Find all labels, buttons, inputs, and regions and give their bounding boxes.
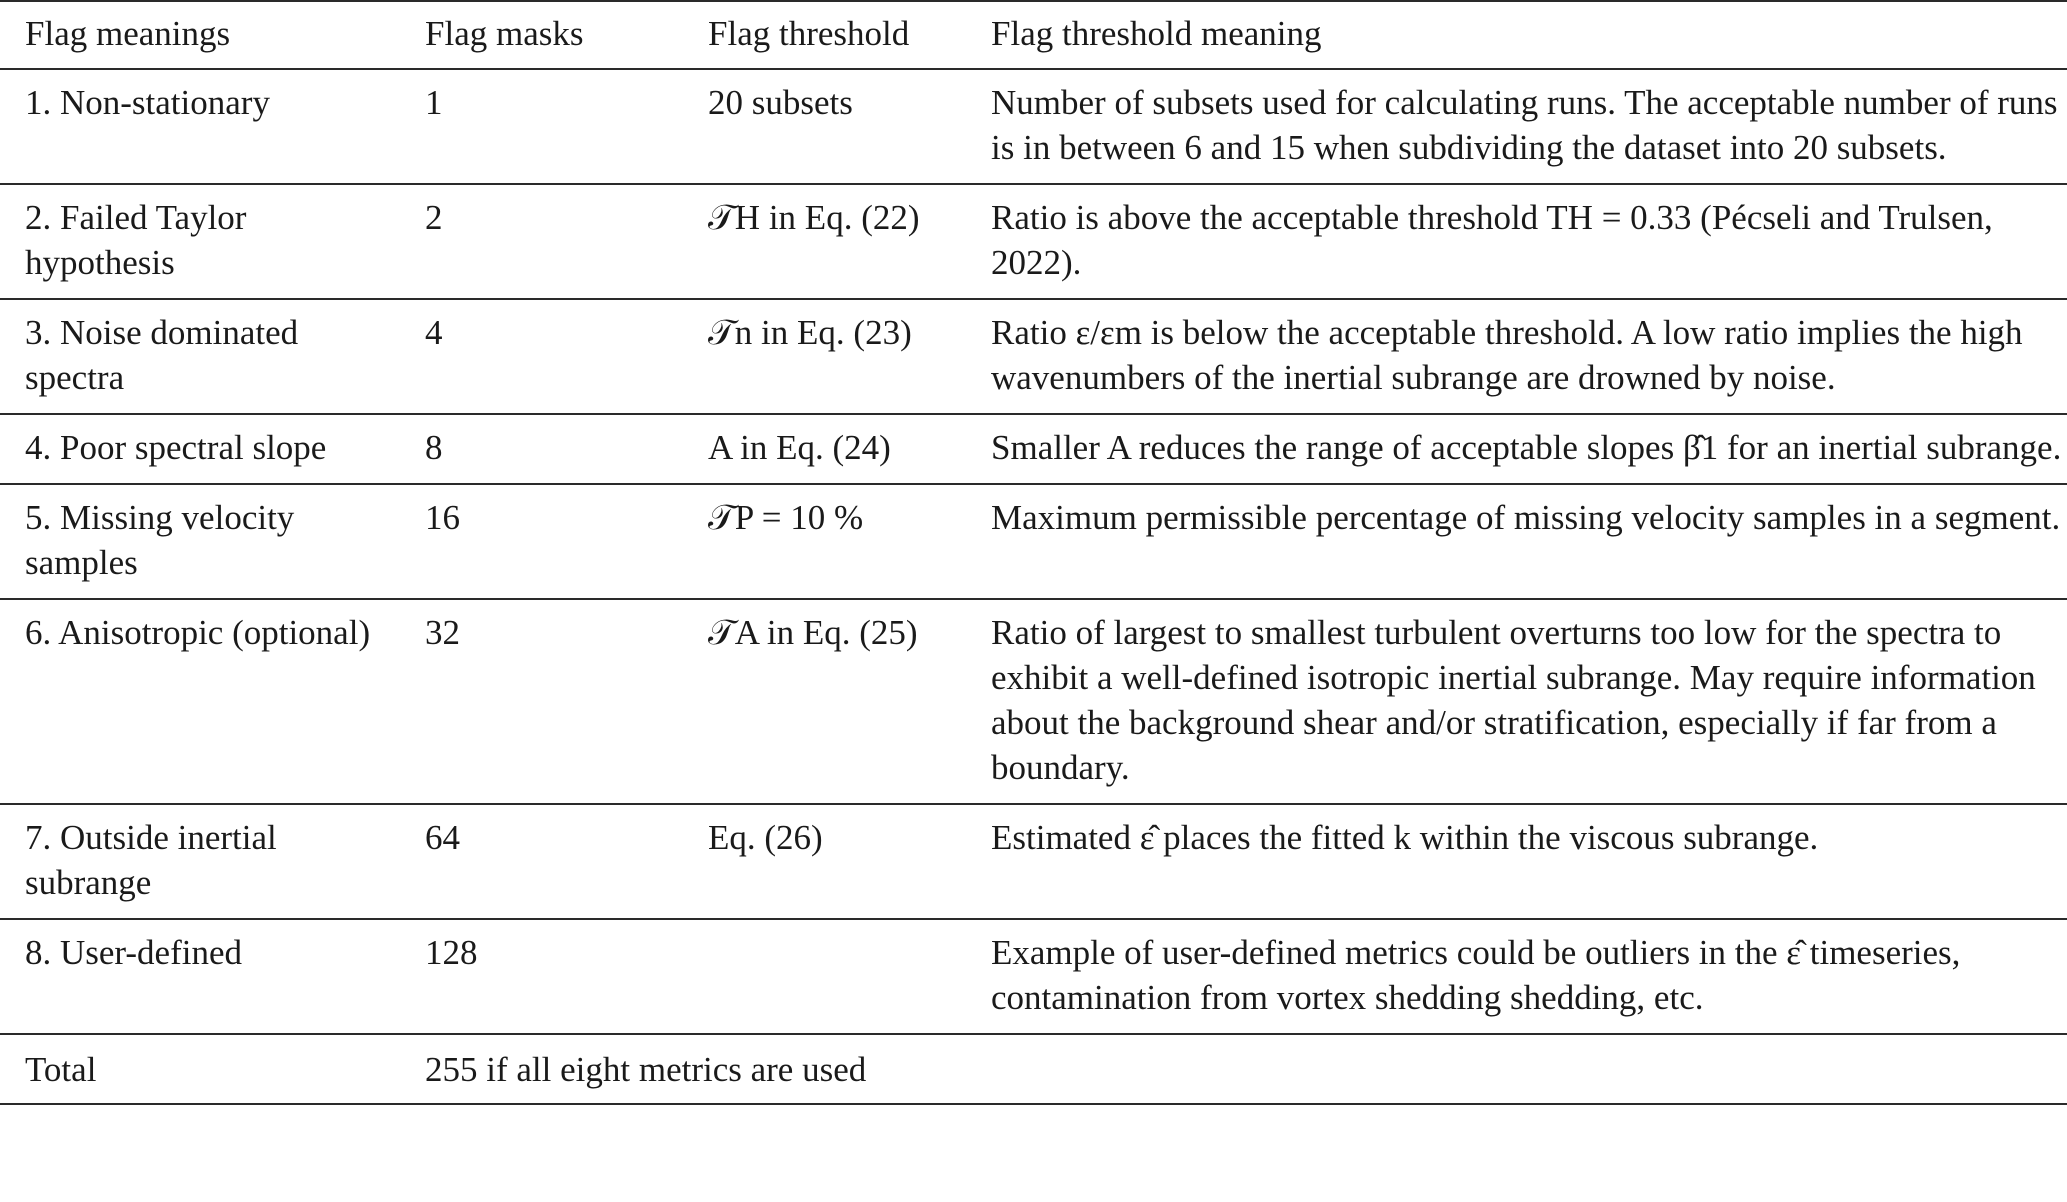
table-row [0,414,2067,484]
flag-threshold-cell: 20 subsets [683,69,966,184]
flag-meaning-cell: 3. Noise dominated spectra [0,299,400,414]
flag-meaning-cell: 7. Outside inertial subrange [0,804,400,919]
header-flag-meanings: Flag meanings [0,1,400,69]
flag-meaning-cell: 8. User-defined [0,919,400,1034]
table-row [0,299,2067,414]
flag-threshold-cell: 𝒯n in Eq. (23) [683,299,966,414]
flag-threshold-cell [683,919,966,1034]
flag-mask-cell: 4 [400,299,683,414]
table-row [0,184,2067,299]
flag-threshold-meaning-cell: Smaller A reduces the range of acceptable slopes β̂1 for an inertial subrange. [966,414,2067,484]
flag-threshold-meaning-cell: Example of user-defined metrics could be outliers in the ε̂ timeseries, contamination from vortex shedding shedding, etc. [966,919,2067,1034]
flag-mask-cell: 16 [400,484,683,599]
flag-threshold-meaning-cell: Maximum permissible percentage of missing velocity samples in a segment. [966,484,2067,599]
flag-threshold-cell: 𝒯H in Eq. (22) [683,184,966,299]
flag-meaning-cell: 6. Anisotropic (optional) [0,599,400,804]
flag-meaning-cell: 1. Non-stationary [0,69,400,184]
flag-meaning-cell: 4. Poor spectral slope [0,414,400,484]
table-row [0,919,2067,1034]
flag-meaning-cell: 5. Missing velocity samples [0,484,400,599]
flag-threshold-meaning-cell: Ratio of largest to smallest turbulent overturns too low for the spectra to exhibit a well-defined isotropic inertial subrange. May require information about the background shear and/or stratification, especially if far from a boundary. [966,599,2067,804]
flag-threshold-meaning-cell: Ratio ε/εm is below the acceptable threshold. A low ratio implies the high wavenumbers of the inertial subrange are drowned by noise. [966,299,2067,414]
flag-threshold-cell: 𝒯A in Eq. (25) [683,599,966,804]
flag-meaning-cell: 2. Failed Taylor hypothesis [0,184,400,299]
table-row [0,484,2067,599]
flag-mask-cell: 8 [400,414,683,484]
flag-mask-cell: 64 [400,804,683,919]
header-flag-masks: Flag masks [400,1,683,69]
table-body [0,69,2067,1104]
table-row [0,69,2067,184]
flag-mask-cell: 32 [400,599,683,804]
flag-mask-cell: 128 [400,919,683,1034]
flag-mask-cell: 2 [400,184,683,299]
flag-threshold-meaning-cell: Estimated ε̂ places the fitted k within the viscous subrange. [966,804,2067,919]
flag-threshold-cell: A in Eq. (24) [683,414,966,484]
flag-threshold-meaning-cell: Number of subsets used for calculating runs. The acceptable number of runs is in between 6 and 15 when subdividing the dataset into 20 subsets. [966,69,2067,184]
total-value: 255 if all eight metrics are used [400,1034,2067,1104]
flag-threshold-cell: 𝒯P = 10 % [683,484,966,599]
header-flag-threshold: Flag threshold [683,1,966,69]
header-row [0,1,2067,69]
flag-threshold-meaning-cell: Ratio is above the acceptable threshold TH = 0.33 (Pécseli and Trulsen, 2022). [966,184,2067,299]
flag-mask-cell: 1 [400,69,683,184]
total-label: Total [0,1034,400,1104]
flag-threshold-cell: Eq. (26) [683,804,966,919]
table-row [0,599,2067,804]
table-row [0,804,2067,919]
header-flag-threshold-meaning: Flag threshold meaning [966,1,2067,69]
table-header [0,1,2067,69]
total-row [0,1034,2067,1104]
